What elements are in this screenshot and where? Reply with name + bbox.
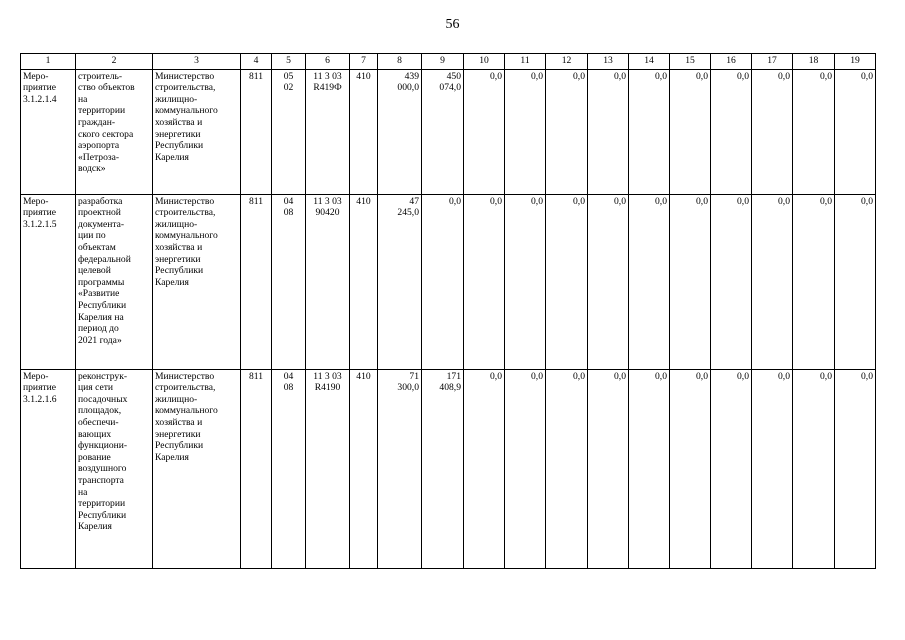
value-cell: 0,0 [670,369,711,568]
value-cell: 0,0 [752,194,793,369]
value-cell: 439 000,0 [378,69,422,194]
value-cell: 0,0 [793,194,835,369]
rzpr-cell: 04 08 [272,369,306,568]
vr-cell: 410 [350,69,378,194]
rzpr-cell: 05 02 [272,69,306,194]
executor-cell: Министерство строительства, жилищно- коммунального хозяйства и энергетики Республики Карелия [153,69,241,194]
executor-cell: Министерство строительства, жилищно- коммунального хозяйства и энергетики Республики Карелия [153,369,241,568]
value-cell: 0,0 [464,194,505,369]
column-number: 15 [670,54,711,70]
value-cell: 0,0 [629,69,670,194]
column-number: 16 [711,54,752,70]
description-cell: строитель- ство объектов на территории граждан- ского сектора аэропорта «Петроза- водск» [76,69,153,194]
vr-cell: 410 [350,369,378,568]
rzpr-cell: 04 08 [272,194,306,369]
value-cell: 0,0 [464,69,505,194]
value-cell: 0,0 [835,369,876,568]
measure-cell: Меро- приятие 3.1.2.1.5 [21,194,76,369]
value-cell: 0,0 [464,369,505,568]
column-number: 6 [306,54,350,70]
column-number: 1 [21,54,76,70]
budget-table [20,53,876,569]
column-number: 7 [350,54,378,70]
value-cell: 0,0 [546,369,588,568]
table-row [21,369,876,568]
table-row [21,194,876,369]
value-cell: 0,0 [670,69,711,194]
value-cell: 0,0 [711,194,752,369]
column-number: 9 [422,54,464,70]
table-row [21,69,876,194]
column-number: 4 [241,54,272,70]
grbs-cell: 811 [241,69,272,194]
value-cell: 0,0 [422,194,464,369]
value-cell: 0,0 [752,69,793,194]
column-number: 3 [153,54,241,70]
column-number: 11 [505,54,546,70]
column-number: 13 [588,54,629,70]
vr-cell: 410 [350,194,378,369]
value-cell: 0,0 [670,194,711,369]
value-cell: 0,0 [588,194,629,369]
value-cell: 0,0 [546,69,588,194]
value-cell: 0,0 [835,69,876,194]
column-number: 12 [546,54,588,70]
value-cell: 0,0 [505,69,546,194]
value-cell: 0,0 [588,69,629,194]
description-cell: реконструк- ция сети посадочных площадок, обеспечи- вающих функциони- рование воздушного транспорта на территории Республики Карелия [76,369,153,568]
value-cell: 171 408,9 [422,369,464,568]
description-cell: разработка проектной документа- ции по объектам федеральной целевой программы «Развитие Республики Карелия на период до 2021 года» [76,194,153,369]
column-number: 8 [378,54,422,70]
value-cell: 0,0 [629,194,670,369]
csr-cell: 11 3 03 R419Ф [306,69,350,194]
value-cell: 0,0 [588,369,629,568]
value-cell: 0,0 [793,69,835,194]
value-cell: 71 300,0 [378,369,422,568]
value-cell: 47 245,0 [378,194,422,369]
page-number: 56 [445,17,460,32]
csr-cell: 11 3 03 90420 [306,194,350,369]
value-cell: 0,0 [752,369,793,568]
value-cell: 0,0 [546,194,588,369]
column-number: 14 [629,54,670,70]
column-number: 18 [793,54,835,70]
value-cell: 0,0 [629,369,670,568]
column-number: 2 [76,54,153,70]
column-number: 19 [835,54,876,70]
column-number: 17 [752,54,793,70]
value-cell: 0,0 [835,194,876,369]
value-cell: 0,0 [505,194,546,369]
grbs-cell: 811 [241,369,272,568]
value-cell: 0,0 [793,369,835,568]
measure-cell: Меро- приятие 3.1.2.1.6 [21,369,76,568]
grbs-cell: 811 [241,194,272,369]
value-cell: 0,0 [505,369,546,568]
executor-cell: Министерство строительства, жилищно- коммунального хозяйства и энергетики Республики Карелия [153,194,241,369]
column-number-header-row [21,54,876,70]
measure-cell: Меро- приятие 3.1.2.1.4 [21,69,76,194]
value-cell: 0,0 [711,369,752,568]
value-cell: 0,0 [711,69,752,194]
csr-cell: 11 3 03 R4190 [306,369,350,568]
column-number: 10 [464,54,505,70]
value-cell: 450 074,0 [422,69,464,194]
column-number: 5 [272,54,306,70]
